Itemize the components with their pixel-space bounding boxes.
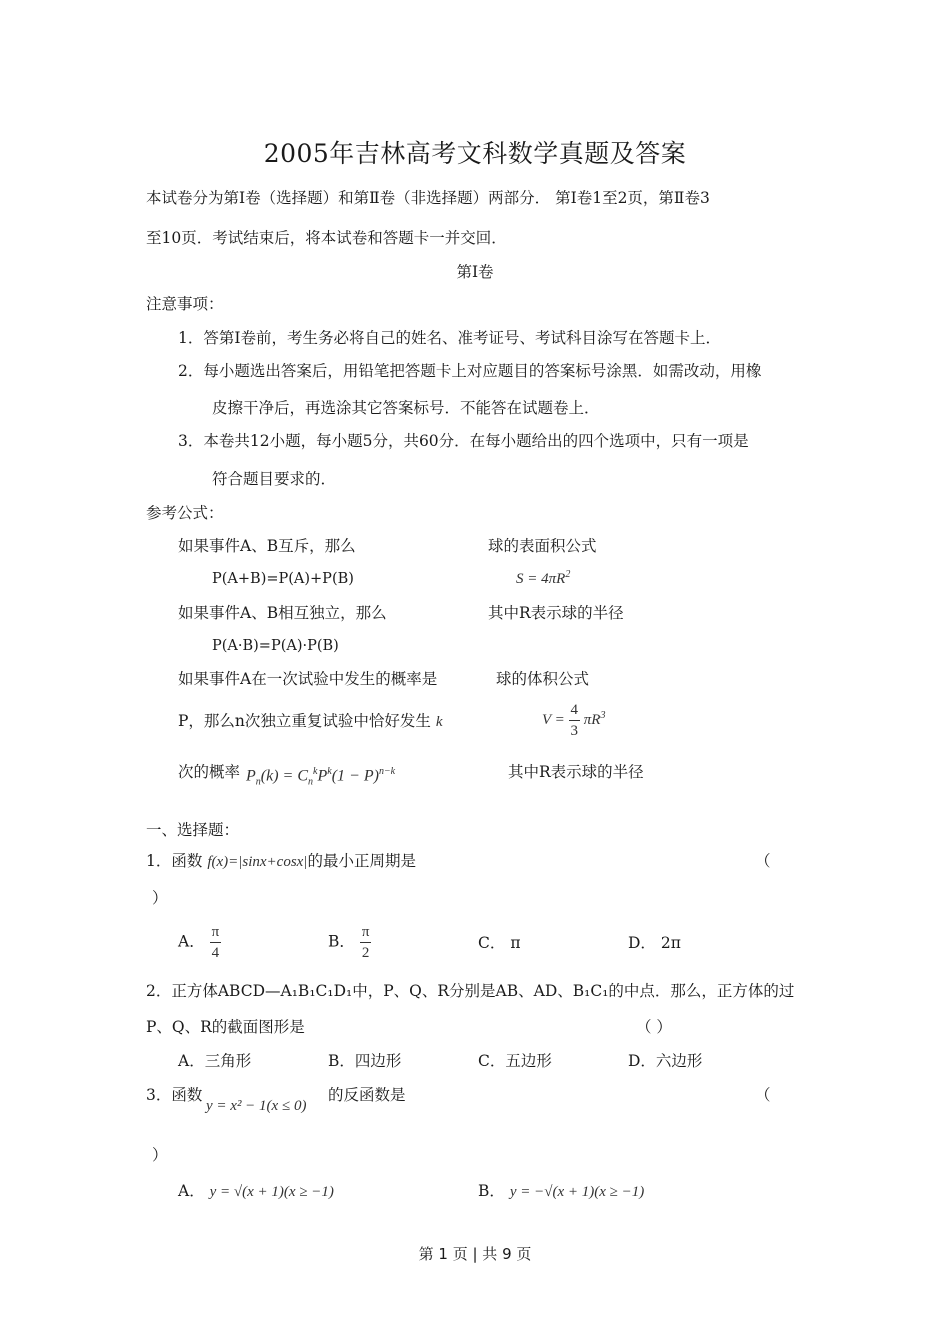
volume-prefix: V = <box>542 711 565 728</box>
sphere-surface-formula: $S = 4\pi R^2$ <box>516 569 571 587</box>
q2-line-2: P、Q、R的截面图形是 <box>146 1018 305 1036</box>
volume-suffix: πR <box>583 711 601 728</box>
q2-line-1: 2．正方体ABCD—A₁B₁C₁D₁中，P、Q、R分别是AB、AD、B₁C₁的中点．那么，正方体的过 <box>146 982 795 1000</box>
note-item-3b: 符合题目要求的． <box>212 470 337 488</box>
notes-heading: 注意事项： <box>146 295 224 313</box>
formula-right-4: 其中R表示球的半径 <box>508 763 644 781</box>
q3-option-a-formula: y = √(x + 1)(x ≥ −1) <box>209 1184 334 1200</box>
binomial-probability-formula: $P_n(k) = C_n^kP^k(1 - P)^{n-k}$ <box>246 766 396 788</box>
fraction-denominator: 4 <box>211 945 220 961</box>
formula-left-4-text: P，那么n次独立重复试验中恰好发生 <box>178 712 431 730</box>
section-heading: 第Ⅰ卷 <box>456 263 494 281</box>
q1-prefix: 1．函数 <box>146 852 203 870</box>
q3-option-a <box>178 1181 334 1202</box>
formula-right-3: 球的体积公式 <box>496 670 590 688</box>
formula-right-2: 其中R表示球的半径 <box>488 604 624 622</box>
q2-option-b: B．四边形 <box>328 1052 402 1070</box>
formula-left-1: 如果事件A、B互斥，那么 <box>178 537 356 555</box>
formula-left-1-expr: P(A+B)=P(A)+P(B) <box>212 571 354 587</box>
formula-right-1: 球的表面积公式 <box>488 537 597 555</box>
intro-line-1: 本试卷分为第Ⅰ卷（选择题）和第Ⅱ卷（非选择题）两部分． 第Ⅰ卷1至2页，第Ⅱ卷3 <box>146 189 710 207</box>
intro-line-2: 至10页．考试结束后，将本试卷和答题卡一并交回． <box>146 229 507 247</box>
q1-option-c-label: C． <box>478 934 506 952</box>
fraction-denominator: 3 <box>570 723 579 739</box>
q1-option-a <box>178 922 221 963</box>
q3-option-b <box>478 1181 644 1202</box>
note-item-3a: 3．本卷共12小题，每小题5分，共60分．在每小题给出的四个选项中，只有一项是 <box>178 432 749 450</box>
sphere-surface-expr: S = 4πR <box>516 571 566 587</box>
volume-fraction <box>569 700 581 741</box>
q1-paren-close: ） <box>152 889 168 907</box>
question-1 <box>146 851 416 872</box>
q2-option-a: A．三角形 <box>178 1052 252 1070</box>
fraction-numerator: π <box>360 922 372 943</box>
q3-option-b-formula: y = −√(x + 1)(x ≥ −1) <box>509 1184 645 1200</box>
q1-function: f(x)=|sinx+cosx| <box>207 854 308 870</box>
note-item-1: 1．答第Ⅰ卷前，考生务必将自己的姓名、准考证号、考试科目涂写在答题卡上． <box>178 329 721 347</box>
formula-left-2-expr: P(A·B)=P(A)·P(B) <box>212 638 339 654</box>
fraction-numerator: 4 <box>569 700 581 721</box>
q1-option-d <box>628 933 681 953</box>
q2-paren: （ ） <box>636 1018 672 1036</box>
q1-suffix: 的最小正周期是 <box>307 852 416 870</box>
note-item-2a: 2．每小题选出答案后，用铅笔把答题卡上对应题目的答案标号涂黑．如需改动，用橡 <box>178 362 762 380</box>
formula-left-4 <box>178 711 443 732</box>
variable-k: k <box>435 714 443 730</box>
q1-option-a-fraction <box>210 922 222 963</box>
q1-paren-open: （ <box>755 852 771 870</box>
page-footer: 第 1 页 | 共 9 页 <box>418 1245 532 1263</box>
q3-option-b-label: B． <box>478 1182 505 1200</box>
q1-option-d-text: 2π <box>660 934 681 952</box>
note-item-2b: 皮擦干净后，再选涂其它答案标号．不能答在试题卷上． <box>212 399 600 417</box>
q3-formula: y = x² − 1(x ≤ 0) <box>206 1098 307 1114</box>
part1-heading: 一、选择题： <box>146 821 240 839</box>
q1-option-b-label: B． <box>328 932 355 951</box>
q1-option-b <box>328 922 371 963</box>
q1-option-c-text: π <box>510 934 521 952</box>
fraction-numerator: π <box>210 922 222 943</box>
q3-prefix: 3．函数 <box>146 1086 203 1104</box>
q3-paren-open: （ <box>755 1086 771 1104</box>
q1-option-b-fraction <box>360 922 372 963</box>
fraction-denominator: 2 <box>361 945 370 961</box>
q2-option-c: C．五边形 <box>478 1052 552 1070</box>
q1-option-a-label: A． <box>178 932 205 951</box>
q1-option-d-label: D． <box>628 934 656 952</box>
q1-option-c <box>478 933 521 953</box>
q3-suffix: 的反函数是 <box>328 1086 406 1104</box>
q3-option-a-label: A． <box>178 1182 205 1200</box>
formulas-heading: 参考公式： <box>146 504 224 522</box>
q3-paren-close: ） <box>152 1146 168 1164</box>
formula-left-2: 如果事件A、B相互独立，那么 <box>178 604 387 622</box>
formula-left-5: 次的概率 <box>178 763 241 781</box>
sphere-volume-formula: V = $\frac{4}{3}$ $\pi R^3$ <box>542 702 606 739</box>
document-title: 2005年吉林高考文科数学真题及答案 <box>263 139 687 168</box>
q2-option-d: D．六边形 <box>628 1052 703 1070</box>
formula-left-3: 如果事件A在一次试验中发生的概率是 <box>178 670 438 688</box>
